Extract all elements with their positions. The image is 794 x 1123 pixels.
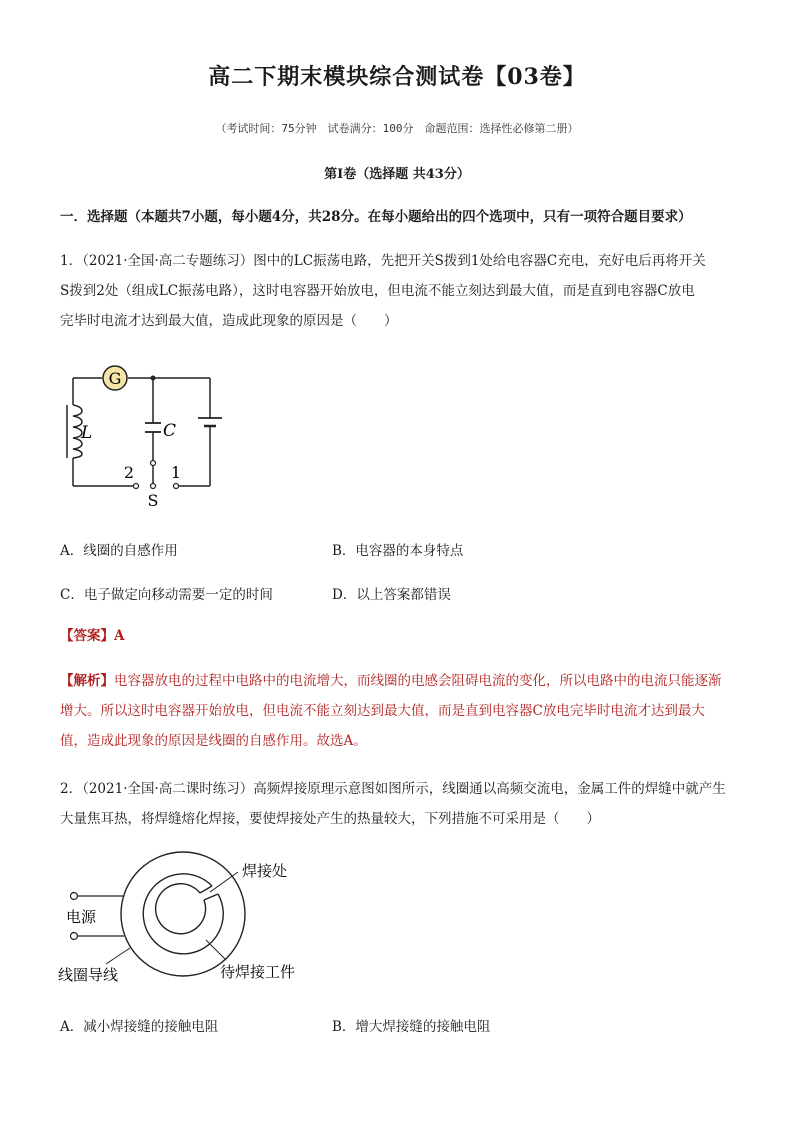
weld-point-label: 焊接处 (242, 862, 288, 880)
q1-analysis (60, 666, 750, 756)
section-heading: 一．选择题（本题共7小题，每小题4分，共28分。在每小题给出的四个选项中，只有一项符合题目要求） (60, 209, 692, 225)
q1-answer: 【答案】A (60, 628, 125, 644)
q2-option-b[interactable]: B．增大焊接缝的接触电阻 (332, 1019, 491, 1035)
q1-option-b[interactable]: B．电容器的本身特点 (332, 543, 464, 559)
capacitor-label: C (163, 421, 177, 441)
page-title: 高二下期末模块综合测试卷【03卷】 (208, 64, 586, 90)
q1-line-3: 完毕时电流才达到最大值，造成此现象的原因是（ ） (60, 313, 398, 329)
power-source-label: 电源 (66, 908, 97, 926)
q1-option-d[interactable]: D．以上答案都错误 (332, 587, 451, 603)
lc-circuit-diagram (55, 360, 235, 515)
contact-2-label: 2 (123, 463, 135, 482)
q1-option-a[interactable]: A．线圈的自感作用 (60, 543, 178, 559)
galvanometer-label: G (108, 369, 122, 388)
contact-1-label: 1 (170, 463, 182, 482)
analysis-line-2: 增大。所以这时电容器开始放电，但电流不能立刻达到最大值，而是直到电容器C放电完毕时电流才达到最大 (60, 703, 705, 719)
q2-line-1: 2．（2021·全国·高二课时练习）高频焊接原理示意图如图所示，线圈通以高频交流电，金属工件的焊缝中就产生 (60, 781, 726, 797)
welding-diagram (58, 850, 348, 990)
analysis-label: 【解析】 (60, 673, 114, 689)
q2-stem (60, 774, 740, 834)
terminal-top-icon (71, 893, 78, 900)
workpiece-label: 待焊接工件 (220, 963, 296, 981)
q2-option-a[interactable]: A．减小焊接缝的接触电阻 (60, 1019, 219, 1035)
coil-wire-label: 线圈导线 (58, 966, 119, 984)
analysis-line-1: 电容器放电的过程中电路中的电流增大，而线圈的电感会阻碍电流的变化，所以电路中的电流只能逐渐 (114, 673, 722, 689)
volume-heading: 第Ⅰ卷（选择题 共43分） (324, 167, 470, 182)
workpiece-inner (156, 884, 206, 934)
q1-line-1: 1．（2021·全国·高二专题练习）图中的LC振荡电路，先把开关S拨到1处给电容器C充电，充好电后再将开关 (60, 253, 706, 269)
switch-label: S (147, 491, 159, 510)
terminal-bottom-icon (71, 933, 78, 940)
q1-line-2: S拨到2处（组成LC振荡电路），这时电容器开始放电，但电流不能立刻达到最大值，而是直到电容器C放电 (60, 283, 695, 299)
inductor-label: L (81, 423, 93, 443)
analysis-line-3: 值，造成此现象的原因是线圈的自感作用。故选A。 (60, 733, 367, 749)
q1-option-c[interactable]: C．电子做定向移动需要一定的时间 (60, 587, 273, 603)
q1-stem (60, 246, 740, 336)
q2-line-2: 大量焦耳热，将焊缝熔化焊接，要使焊接处产生的热量较大，下列措施不可采用是（ ） (60, 811, 600, 827)
coil-outer-ring (121, 852, 245, 976)
exam-info: （考试时间：75分钟 试卷满分：100分 命题范围：选择性必修第二册） (215, 122, 579, 135)
